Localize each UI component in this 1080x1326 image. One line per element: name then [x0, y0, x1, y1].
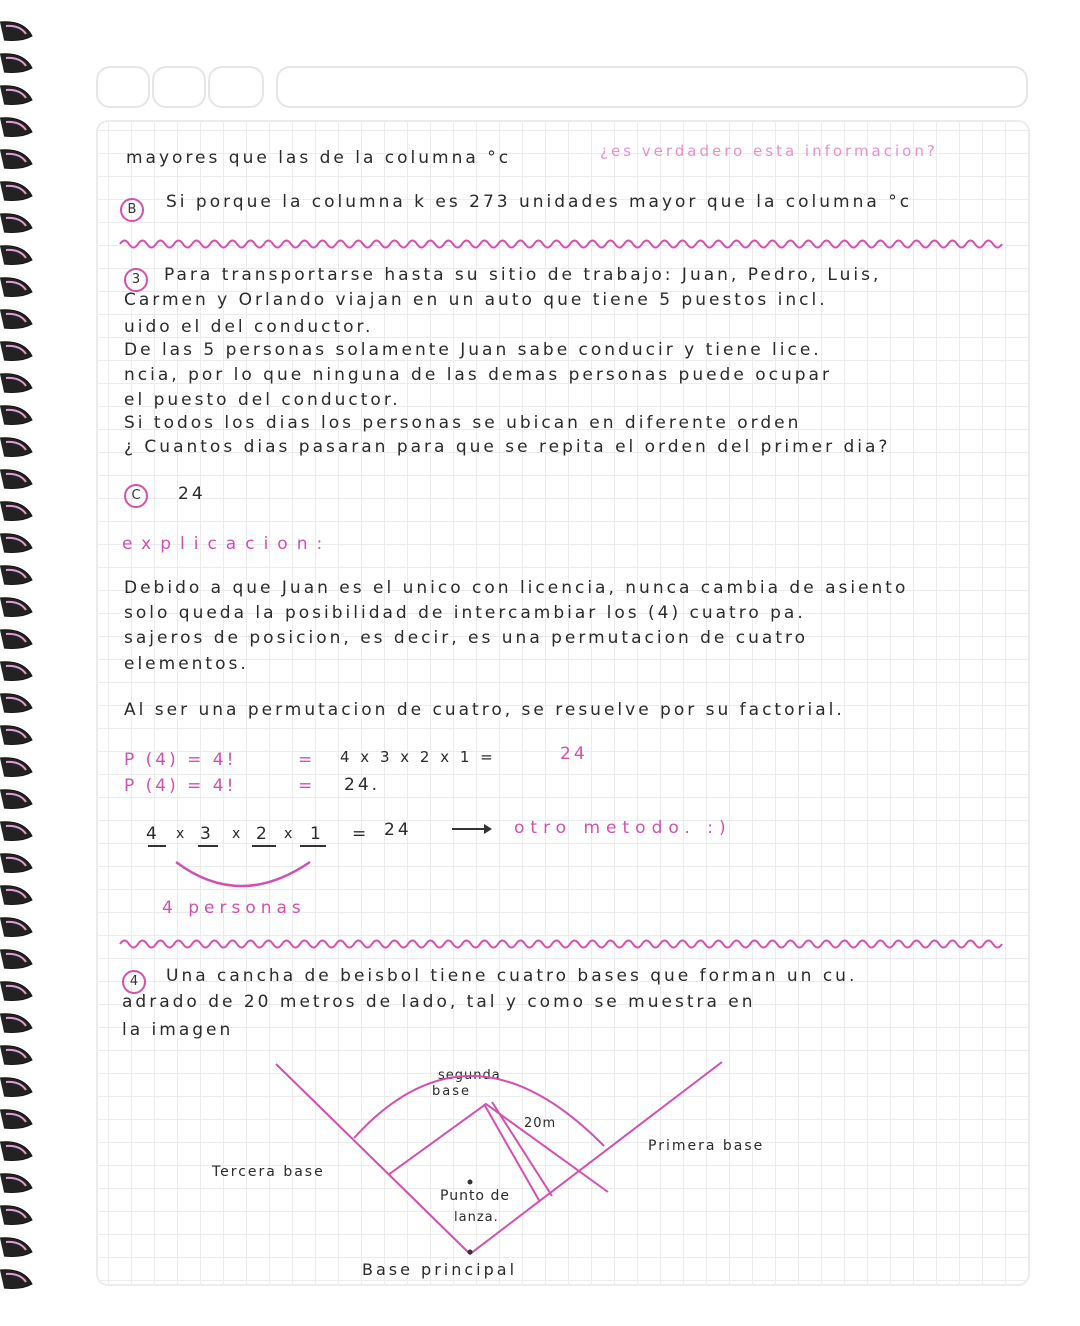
home-base-label: Base principal: [362, 1260, 518, 1279]
method-people: 4 personas: [162, 898, 306, 918]
problem-3-line-4: De las 5 personas solamente Juan sabe conducir y tiene lice.: [124, 340, 822, 360]
explanation-line-2: solo queda la posibilidad de intercambiar los (4) cuatro pa.: [124, 603, 806, 623]
method-factor-1: 4: [146, 824, 160, 844]
second-base-label-2: base: [432, 1084, 471, 1099]
measure-line-1: [484, 1104, 540, 1202]
problem-3-line-7: Si todos los dias los personas se ubican en diferente orden: [124, 413, 802, 433]
header-question: ¿es verdadero esta informacion?: [600, 142, 938, 160]
infield-diamond: [388, 1104, 608, 1192]
distance-label: 20m: [524, 1116, 557, 1131]
problem-3-line-8: ¿ Cuantos dias pasaran para que se repita el orden del primer dia?: [124, 437, 891, 457]
problem-4-line-1: Una cancha de beisbol tiene cuatro bases que forman un cu.: [166, 966, 858, 986]
formula-2-left: P (4) = 4!: [124, 776, 237, 796]
formula-1-result: 24: [560, 744, 588, 764]
factorial-line: Al ser una permutacion de cuatro, se resuelve por su factorial.: [124, 700, 845, 720]
method-times-3: x: [284, 826, 296, 842]
explanation-line-3: sajeros de posicion, es decir, es una permutacion de cuatro: [124, 628, 809, 648]
problem-4-marker: 4: [122, 970, 146, 994]
field-foul-lines: [276, 1062, 722, 1254]
problem-3-line-6: el puesto del conductor.: [124, 390, 401, 410]
method-factor-4: 1: [310, 824, 324, 844]
answer-b-text: Si porque la columna k es 273 unidades mayor que la columna °c: [166, 192, 913, 212]
problem-3-line-3: uido el del conductor.: [124, 317, 374, 337]
answer-b-marker: B: [120, 198, 144, 222]
formula-2-right: 24.: [344, 775, 381, 795]
wavy-divider-2: [120, 941, 1002, 948]
pitch-point-label: Punto de: [440, 1188, 510, 1204]
formula-2-eq: =: [298, 776, 316, 796]
method-result: 24: [384, 820, 412, 840]
problem-3-marker: 3: [124, 268, 148, 292]
method-times-2: x: [232, 826, 244, 842]
formula-1-right: 4 x 3 x 2 x 1 =: [340, 748, 496, 766]
home-point-dot: [468, 1250, 473, 1255]
answer-c-marker: C: [124, 484, 148, 508]
measure-line-2: [492, 1102, 552, 1196]
people-brace: [176, 862, 310, 886]
second-base-label: segunda: [438, 1068, 501, 1083]
problem-4-line-3: la imagen: [122, 1020, 234, 1040]
method-arrowhead-icon: [484, 824, 492, 834]
explanation-line-4: elementos.: [124, 654, 249, 674]
third-base-label: Tercera base: [212, 1164, 325, 1180]
first-base-label: Primera base: [648, 1138, 765, 1154]
method-label: otro metodo. :): [514, 818, 732, 838]
pitch-point-dot: [468, 1180, 473, 1185]
outfield-arc: [354, 1076, 604, 1146]
header-line: mayores que las de la columna °c: [126, 148, 512, 168]
method-factor-2: 3: [200, 824, 214, 844]
explanation-line-1: Debido a que Juan es el unico con licencia, nunca cambia de asiento: [124, 578, 909, 598]
pitch-point-label-2: lanza.: [454, 1210, 499, 1225]
problem-3-line-2: Carmen y Orlando viajan en un auto que tiene 5 puestos incl.: [124, 290, 828, 310]
formula-1-left: P (4) = 4!: [124, 750, 237, 770]
method-factor-3: 2: [256, 824, 270, 844]
problem-4-line-2: adrado de 20 metros de lado, tal y como se muestra en: [122, 992, 756, 1012]
method-times-1: x: [176, 826, 188, 842]
problem-3-line-5: ncia, por lo que ninguna de las demas personas puede ocupar: [124, 365, 832, 385]
formula-1-eq: =: [298, 750, 316, 770]
answer-c-value: 24: [178, 484, 206, 504]
explanation-heading: explicacion:: [122, 534, 332, 554]
method-equals: =: [352, 824, 370, 844]
wavy-divider-1: [120, 241, 1002, 248]
problem-3-line-1: Para transportarse hasta su sitio de trabajo: Juan, Pedro, Luis,: [164, 265, 882, 285]
